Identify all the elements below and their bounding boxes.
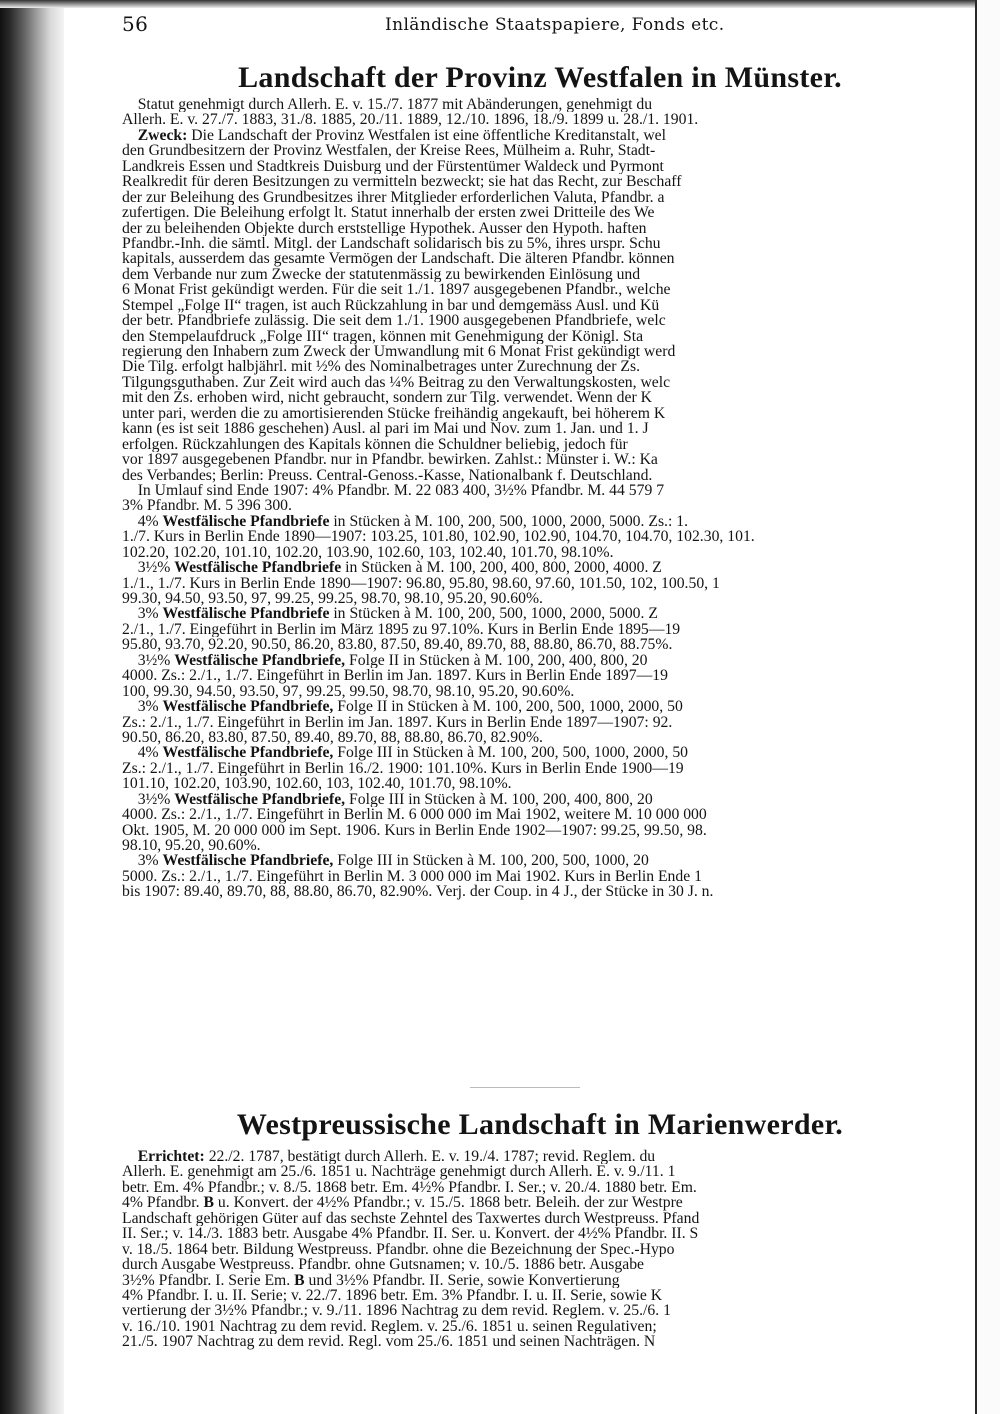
text-line bbox=[122, 452, 960, 467]
text-segment: 2./1., 1./7. Eingeführt in Berlin im März 1895 zu 97.10%. Kurs in Berlin Ende 1895—19 bbox=[122, 621, 681, 638]
text-segment: 90.50, 86.20, 83.80, 87.50, 89.40, 89.70, 88, 88.80, 86.70, 82.90%. bbox=[122, 729, 543, 746]
text-line bbox=[122, 128, 960, 143]
text-line bbox=[122, 112, 960, 127]
text-line bbox=[122, 375, 960, 390]
text-segment: 4000. Zs.: 2./1., 1./7. Eingeführt in Berlin M. 6 000 000 im Mai 1902, weitere M. 10 000 000 bbox=[122, 807, 707, 823]
text-segment: 5000. Zs.: 2./1., 1./7. Eingeführt in Berlin M. 3 000 000 im Mai 1902. Kurs in Berlin Ende 1 bbox=[122, 868, 702, 885]
text-line bbox=[122, 359, 960, 374]
text-segment: II. Ser.; v. 14./3. 1883 betr. Ausgabe 4% Pfandbr. II. Ser. u. Konvert. der 4½% Pfandbr. II. S bbox=[122, 1226, 699, 1242]
text-segment: v. 18./5. 1864 betr. Bildung Westpreuss. Pfandbr. ohne die Bezeichnung der Spec.-Hypo bbox=[122, 1241, 675, 1258]
bold-text-segment: Westfälische Pfandbriefe, bbox=[162, 699, 334, 715]
text-segment: mit den Zs. erhoben wird, nicht gebraucht, sondern zur Tilg. verwendet. Wenn der K bbox=[122, 390, 652, 406]
bold-text-segment: Zweck: bbox=[122, 127, 188, 144]
bold-text-segment: Westfälische Pfandbriefe bbox=[162, 513, 330, 530]
text-segment: 4% Pfandbr. I. u. II. Serie; v. 22./7. 1896 betr. Em. 3% Pfandbr. I. u. II. Serie, sowie K bbox=[122, 1287, 663, 1304]
text-segment: Allerh. E. v. 27./7. 1883, 31./8. 1885, 20./11. 1889, 12./10. 1896, 18./9. 1899 u. 28./1. 1901. bbox=[122, 112, 699, 128]
text-segment: 1./1., 1./7. Kurs in Berlin Ende 1890—1907: 96.80, 95.80, 98.60, 97.60, 101.50, 102, 100.50, 1 bbox=[122, 575, 720, 591]
text-segment: betr. Em. 4% Pfandbr.; v. 8./5. 1868 betr. Em. 4½% Pfandbr. I. Ser.; v. 20./4. 1880 betr. Em. bbox=[122, 1179, 697, 1196]
text-segment: 3½% bbox=[122, 560, 175, 576]
text-segment: 4% bbox=[122, 745, 163, 761]
text-line bbox=[122, 437, 960, 452]
text-segment: Landkreis Essen und Stadtkreis Duisburg und der Fürstentümer Waldeck und Pyrmont bbox=[122, 158, 664, 175]
text-line bbox=[122, 807, 960, 822]
text-segment: des Verbandes; Berlin: Preuss. Central-Genoss.-Kasse, Nationalbank f. Deutschland. bbox=[122, 467, 653, 483]
text-line bbox=[122, 838, 960, 853]
text-line bbox=[122, 221, 960, 236]
text-line bbox=[122, 715, 960, 730]
text-line bbox=[122, 190, 960, 205]
text-line bbox=[122, 421, 960, 436]
text-segment: dem Verbande nur zum Zwecke der statutenmässig zu bewirkenden Einlösung und bbox=[122, 266, 641, 283]
text-segment: 3% bbox=[122, 699, 163, 715]
text-segment: Pfandbr.-Inh. die sämtl. Mitgl. der Landschaft solidarisch bis zu 5%, ihres urspr. Schu bbox=[122, 235, 661, 252]
text-segment: 21./5. 1907 Nachtrag zu dem revid. Regl. vom 25./6. 1851 und seinen Nachträgen. N bbox=[122, 1334, 656, 1350]
text-segment: Folge II in Stücken à M. 100, 200, 500, 1000, 2000, 50 bbox=[333, 699, 683, 715]
text-line bbox=[122, 1180, 960, 1195]
text-line bbox=[122, 730, 960, 745]
text-line bbox=[122, 514, 960, 529]
text-segment: 3% Pfandbr. M. 5 396 300. bbox=[122, 498, 292, 514]
text-segment: 22./2. 1787, bestätigt durch Allerh. E. v. 19./4. 1787; revid. Reglem. du bbox=[204, 1149, 656, 1165]
text-line bbox=[122, 761, 960, 776]
text-line bbox=[122, 1195, 960, 1210]
text-line bbox=[122, 406, 960, 421]
text-segment: in Stücken à M. 100, 200, 500, 1000, 2000, 5000. Z bbox=[329, 606, 658, 622]
text-segment: 100, 99.30, 94.50, 93.50, 97, 99.25, 99.50, 98.70, 98.10, 95.20, 90.60%. bbox=[122, 683, 575, 700]
text-line bbox=[122, 498, 960, 513]
text-line bbox=[122, 143, 960, 158]
text-line bbox=[122, 792, 960, 807]
text-segment: 3½% bbox=[122, 791, 175, 808]
text-line bbox=[122, 884, 960, 899]
text-segment: 4000. Zs.: 2./1., 1./7. Eingeführt in Berlin im Jan. 1897. Kurs in Berlin Ende 1897—19 bbox=[122, 668, 668, 684]
text-line bbox=[122, 483, 960, 498]
text-segment: Landschaft gehörigen Güter auf das sechste Zehntel des Taxwertes durch Westpreuss. Pfand bbox=[122, 1210, 700, 1227]
text-line bbox=[122, 174, 960, 189]
text-segment: 4% bbox=[122, 513, 163, 530]
text-line bbox=[122, 1164, 960, 1179]
text-line bbox=[122, 776, 960, 791]
text-line bbox=[122, 1288, 960, 1303]
bold-text-segment: Westfälische Pfandbriefe bbox=[174, 560, 342, 576]
text-segment: 3% bbox=[122, 606, 163, 622]
text-line bbox=[122, 390, 960, 405]
text-segment: 3½% Pfandbr. I. Serie Em. bbox=[122, 1272, 295, 1288]
text-segment: und 3½% Pfandbr. II. Serie, sowie Konvertierung bbox=[304, 1272, 620, 1288]
text-segment: Allerh. E. genehmigt am 25./6. 1851 u. Nachträge genehmigt durch Allerh. E. v. 9./11. 1 bbox=[122, 1164, 676, 1180]
text-segment: In Umlauf sind Ende 1907: 4% Pfandbr. M. 22 083 400, 3½% Pfandbr. M. 44 579 7 bbox=[122, 482, 665, 499]
text-line bbox=[122, 869, 960, 884]
running-title: Inländische Staatspapiere, Fonds etc. bbox=[385, 15, 725, 35]
text-segment: Folge II in Stücken à M. 100, 200, 400, 800, 20 bbox=[345, 652, 648, 669]
text-line bbox=[122, 282, 960, 297]
text-segment: kapitals, ausserdem das gesamte Vermögen der Landschaft. Die älteren Pfandbr. können bbox=[122, 251, 675, 267]
text-line bbox=[122, 1226, 960, 1241]
text-line bbox=[122, 853, 960, 868]
text-segment: Die Landschaft der Provinz Westfalen ist eine öffentliche Kreditanstalt, wel bbox=[187, 127, 667, 144]
section-title-westfalen: Landschaft der Provinz Westfalen in Münster. bbox=[238, 61, 842, 94]
text-line bbox=[122, 545, 960, 560]
text-segment: der betr. Pfandbriefe zulässig. Die seit dem 1./1. 1900 ausgegebenen Pfandbriefe, welc bbox=[122, 313, 666, 329]
text-line bbox=[122, 267, 960, 282]
text-segment: vor 1897 ausgegebenen Pfandbr. nur in Pfandbr. bewirken. Zahlst.: Münster i. W.: Ka bbox=[122, 452, 658, 468]
text-line bbox=[122, 699, 960, 714]
text-line bbox=[122, 468, 960, 483]
text-line bbox=[122, 1303, 960, 1318]
scan-left-edge bbox=[0, 0, 64, 1414]
text-segment: 4% Pfandbr. bbox=[122, 1195, 204, 1211]
text-segment: 3½% bbox=[122, 652, 175, 669]
text-line bbox=[122, 684, 960, 699]
bold-text-segment: Westfälische Pfandbriefe, bbox=[162, 745, 334, 761]
text-line bbox=[122, 1273, 960, 1288]
text-segment: Folge III in Stücken à M. 100, 200, 500, 1000, 2000, 50 bbox=[333, 745, 689, 761]
scan-right-edge bbox=[975, 0, 1000, 1414]
text-segment: 1./7. Kurs in Berlin Ende 1890—1907: 103.25, 101.80, 102.90, 102.90, 104.70, 104.70, 102.30, 101. bbox=[122, 529, 755, 545]
text-segment: Zs.: 2./1., 1./7. Eingeführt in Berlin 16./2. 1900: 101.10%. Kurs in Berlin Ende 1900—19 bbox=[122, 760, 684, 777]
text-line bbox=[122, 591, 960, 606]
text-segment: v. 16./10. 1901 Nachtrag zu dem revid. Reglem. v. 25./6. 1851 u. seinen Regulativen; bbox=[122, 1318, 657, 1335]
text-line bbox=[122, 298, 960, 313]
section-body-westpreussen bbox=[122, 1149, 960, 1350]
text-line bbox=[122, 1257, 960, 1272]
section-divider bbox=[470, 1087, 580, 1088]
text-line bbox=[122, 745, 960, 760]
text-segment: durch Ausgabe Westpreuss. Pfandbr. ohne Gutsnamen; v. 10./5. 1886 betr. Ausgabe bbox=[122, 1257, 645, 1273]
text-segment: Folge III in Stücken à M. 100, 200, 500, 1000, 20 bbox=[333, 853, 649, 869]
bold-text-segment: B bbox=[203, 1195, 214, 1211]
text-line bbox=[122, 653, 960, 668]
text-segment: 101.10, 102.20, 103.90, 102.60, 103, 102.40, 101.70, 98.10%. bbox=[122, 776, 512, 792]
text-segment: Tilgungsguthaben. Zur Zeit wird auch das ¼% Beitrag zu den Verwaltungskosten, welc bbox=[122, 374, 671, 391]
text-line bbox=[122, 344, 960, 359]
text-line bbox=[122, 313, 960, 328]
text-segment: bis 1907: 89.40, 89.70, 88, 88.80, 86.70, 82.90%. Verj. der Coup. in 4 J., der Stücke in 30 J. n. bbox=[122, 884, 714, 900]
text-line bbox=[122, 622, 960, 637]
text-line bbox=[122, 236, 960, 251]
text-line bbox=[122, 1211, 960, 1226]
text-segment: zufertigen. Die Beleihung erfolgt lt. Statut innerhalb der ersten zwei Dritteile des We bbox=[122, 205, 655, 221]
bold-text-segment: Westfälische Pfandbriefe bbox=[162, 606, 330, 622]
text-line bbox=[122, 1242, 960, 1257]
text-line bbox=[122, 606, 960, 621]
text-segment: u. Konvert. der 4½% Pfandbr.; v. 15./5. 1868 betr. Beleih. der zur Westpre bbox=[213, 1195, 683, 1211]
section-body-westfalen bbox=[122, 97, 960, 900]
text-segment: Stempel „Folge II“ tragen, ist auch Rückzahlung in bar und demgemäss Ausl. und Kü bbox=[122, 297, 660, 314]
text-line bbox=[122, 1334, 960, 1349]
text-line bbox=[122, 205, 960, 220]
text-segment: 6 Monat Frist gekündigt werden. Für die seit 1./1. 1897 ausgegebenen Pfandbr., welche bbox=[122, 282, 671, 298]
text-segment: regierung den Inhabern zum Zweck der Umwandlung mit 6 Monat Frist gekündigt werd bbox=[122, 344, 676, 360]
text-line bbox=[122, 1149, 960, 1164]
text-segment: erfolgen. Rückzahlungen des Kapitals können die Schuldner beliebig, jedoch für bbox=[122, 436, 628, 453]
text-segment: den Grundbesitzern der Provinz Westfalen, der Kreise Rees, Mülheim a. Ruhr, Stadt- bbox=[122, 143, 656, 159]
text-segment: 102.20, 102.20, 101.10, 102.20, 103.90, 102.60, 103, 102.40, 101.70, 98.10%. bbox=[122, 544, 614, 561]
text-segment: 99.30, 94.50, 93.50, 97, 99.25, 99.25, 98.70, 98.10, 95.20, 90.60%. bbox=[122, 591, 543, 607]
text-segment: Statut genehmigt durch Allerh. E. v. 15./7. 1877 mit Abänderungen, genehmigt du bbox=[122, 97, 653, 113]
text-line bbox=[122, 668, 960, 683]
text-line bbox=[122, 637, 960, 652]
section-title-westpreussen: Westpreussische Landschaft in Marienwerder. bbox=[236, 1108, 844, 1141]
text-segment: der zu beleihenden Objekte durch erststellige Hypothek. Ausser den Hypoth. haften bbox=[122, 220, 647, 236]
text-line bbox=[122, 97, 960, 112]
text-segment: 3% bbox=[122, 853, 163, 869]
bold-text-segment: Errichtet: bbox=[122, 1149, 205, 1165]
text-line bbox=[122, 159, 960, 174]
text-line bbox=[122, 1319, 960, 1334]
text-segment: 95.80, 93.70, 92.20, 90.50, 86.20, 83.80, 87.50, 89.40, 89.70, 88, 88.80, 86.70, 88.75%. bbox=[122, 637, 673, 653]
page-number: 56 bbox=[122, 12, 149, 36]
scan-top-edge bbox=[0, 0, 1000, 8]
text-segment: Realkredit für deren Besitzungen zu vermitteln bezweckt; sie hat das Recht, zur Beschaff bbox=[122, 174, 682, 190]
bold-text-segment: Westfälische Pfandbriefe, bbox=[174, 791, 346, 808]
bold-text-segment: Westfälische Pfandbriefe, bbox=[162, 853, 334, 869]
text-segment: Folge III in Stücken à M. 100, 200, 400, 800, 20 bbox=[345, 791, 653, 808]
bold-text-segment: B bbox=[294, 1272, 305, 1288]
bold-text-segment: Westfälische Pfandbriefe, bbox=[174, 652, 346, 669]
text-segment: der zur Beleihung des Grundbesitzes ihrer Mitglieder erforderlichen Valuta, Pfandbr. a bbox=[122, 189, 665, 206]
text-line bbox=[122, 560, 960, 575]
text-segment: in Stücken à M. 100, 200, 500, 1000, 2000, 5000. Zs.: 1. bbox=[329, 513, 689, 530]
text-segment: unter pari, werden die zu amortisierenden Stücke freihändig angekauft, bei höherem K bbox=[122, 405, 666, 422]
text-line bbox=[122, 576, 960, 591]
text-line bbox=[122, 529, 960, 544]
text-segment: den Stempelaufdruck „Folge III“ tragen, können mit Genehmigung der Königl. Sta bbox=[122, 328, 644, 344]
text-segment: in Stücken à M. 100, 200, 400, 800, 2000, 4000. Z bbox=[341, 560, 662, 576]
text-line bbox=[122, 251, 960, 266]
text-line bbox=[122, 823, 960, 838]
text-segment: 98.10, 95.20, 90.60%. bbox=[122, 838, 261, 854]
text-segment: kann (es ist seit 1886 geschehen) Ausl. al pari im Mai und Nov. zum 1. Jan. und 1. J bbox=[122, 421, 649, 437]
text-line bbox=[122, 329, 960, 344]
text-segment: vertierung der 3½% Pfandbr.; v. 9./11. 1896 Nachtrag zu dem revid. Reglem. v. 25./6. 1 bbox=[122, 1303, 671, 1319]
text-segment: Die Tilg. erfolgt halbjährl. mit ½% des Nominalbetrages unter Zurechnung der Zs. bbox=[122, 359, 641, 375]
text-segment: Okt. 1905, M. 20 000 000 im Sept. 1906. Kurs in Berlin Ende 1902—1907: 99.25, 99.50, 98. bbox=[122, 822, 707, 838]
text-segment: Zs.: 2./1., 1./7. Eingeführt in Berlin im Jan. 1897. Kurs in Berlin Ende 1897—1907: 92. bbox=[122, 714, 673, 730]
